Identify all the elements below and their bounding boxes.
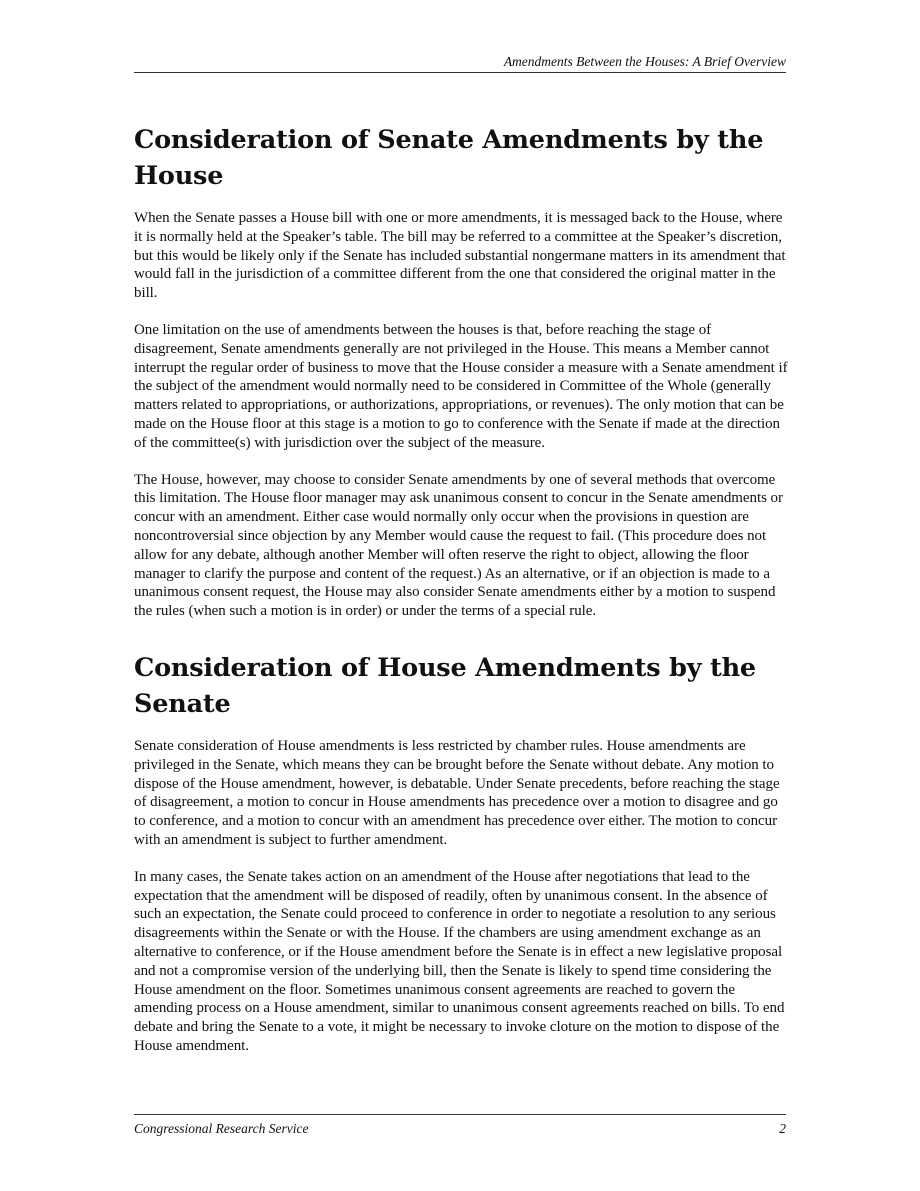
paragraph-limitation-privilege: One limitation on the use of amendments between the houses is that, before reaching the stage of disagreement, Senate amendments generally are not privileged in the House. This means a Member cannot interrupt the regular order of business to move that the House consider a measure with a Senate amendment if the subject of the amendment would normally need to be considered in Committee of the Whole (generally matters related to appropriations, or authorizations, appropriations, or revenues). The only motion that can be made on the House floor at this stage is a motion to go to conference with the Senate if made at the direction of the committee(s) with jurisdiction over the subject of the measure. <box>134 321 788 451</box>
page-body <box>134 122 790 1056</box>
paragraph-senate-negotiations: In many cases, the Senate takes action on an amendment of the House after negotiations that lead to the expectation that the amendment will be disposed of readily, often by unanimous consent. In the absence of such an expectation, the Senate could proceed to conference in order to negotiate a resolution to any serious disagreements within the Senate or with the House. If the chambers are using amendment exchange as an alternative to conference, or if the House amendment before the Senate is in effect a new legislative proposal and not a compromise version of the underlying bill, then the Senate is likely to spend time considering the House amendment on the floor. Sometimes unanimous consent agreements are reached to govern the amending process on a House amendment, similar to unanimous consent agreements reached on bills. To end debate and bring the Senate to a vote, it might be necessary to invoke cloture on the motion to dispose of the House amendment. <box>134 868 785 1054</box>
header-divider <box>134 72 786 73</box>
section-heading-senate-amendments: Consideration of Senate Amendments by the House <box>134 125 764 191</box>
running-header-title: Amendments Between the Houses: A Brief Overview <box>503 54 786 69</box>
section-heading-house-amendments: Consideration of House Amendments by the Senate <box>134 652 756 719</box>
footer-organization: Congressional Research Service <box>134 1121 309 1136</box>
page-number: 2 <box>779 1121 786 1136</box>
paragraph-house-methods: The House, however, may choose to consider Senate amendments by one of several methods that overcome this limitation. The House floor manager may ask unanimous consent to concur in the Senate amendments or concur with an amendment. Either case would normally only occur when the provisions in question are noncontroversial since objection by any Member would cause the request to fail. (This procedure does not allow for any debate, although another Member will often reserve the right to object, allowing the floor manager to clarify the purpose and content of the request.) As an alternative, or if an objection is made to a unanimous consent request, the House may also consider Senate amendments either by a motion to suspend the rules (when such a motion is in order) or under the terms of a special rule. <box>134 471 783 620</box>
paragraph-senate-messaged-back: When the Senate passes a House bill with one or more amendments, it is messaged back to the House, where it is normally held at the Speaker’s table. The bill may be referred to a committee at the Speaker’s discretion, but this would be likely only if the Senate has included substantial nongermane matters in its amendment that would fall in the jurisdiction of a committee different from the one that considered the original matter in the bill. <box>134 210 786 302</box>
footer-divider <box>134 1114 786 1115</box>
paragraph-senate-consideration: Senate consideration of House amendments is less restricted by chamber rules. House amendments are privileged in the Senate, which means they can be brought before the Senate without debate. Any motion to dispose of the House amendment, however, is debatable. Under Senate precedents, before reaching the stage of disagreement, a motion to concur in House amendments has precedence over a motion to disagree and go to conference, and a motion to concur with an amendment has precedence over either. The motion to concur with an amendment is subject to further amendment. <box>134 737 780 848</box>
